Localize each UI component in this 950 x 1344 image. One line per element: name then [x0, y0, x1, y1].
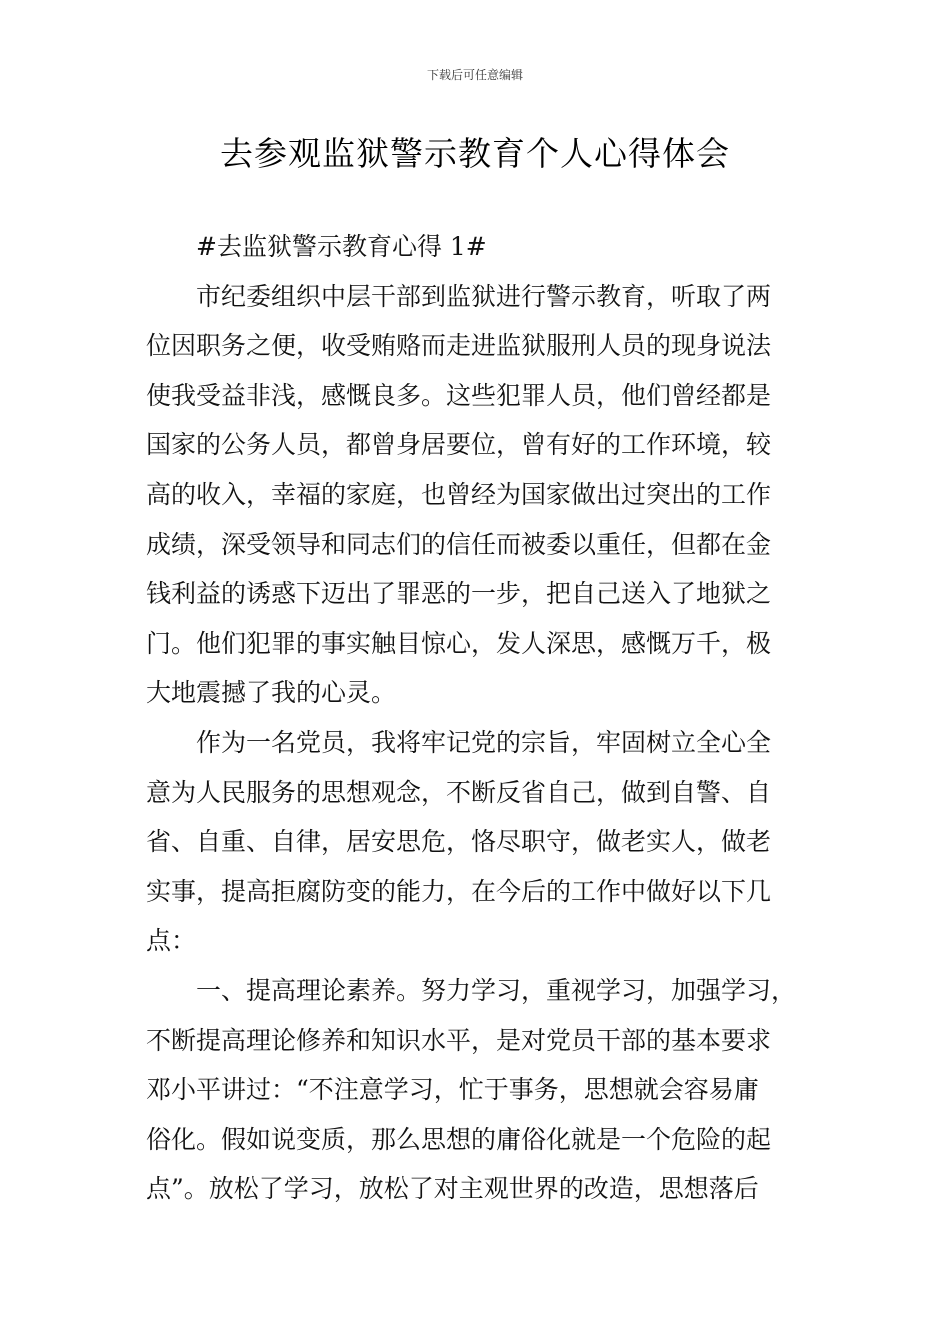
paragraph-1 [146, 222, 826, 272]
text-line: 实事，提高拒腐防变的能力，在今后的工作中做好以下几 [146, 876, 772, 906]
text-line: 高的收入，幸福的家庭，也曾经为国家做出过突出的工作 [146, 479, 772, 509]
text-line: 作为一名党员，我将牢记党的宗旨，牢固树立全心全 [196, 727, 772, 757]
text-line: 点： [146, 926, 197, 956]
text-line: 钱利益的诱惑下迈出了罪恶的一步，把自己送入了地狱之 [146, 579, 772, 609]
text-line: 邓小平讲过：“不注意学习，忙于事务，思想就会容易庸 [146, 1075, 759, 1105]
paragraph-2 [146, 272, 826, 718]
text-line: 国家的公务人员，都曾身居要位，曾有好的工作环境，较 [146, 430, 772, 460]
text-line: 大地震撼了我的心灵。 [146, 678, 397, 708]
text-line: 市纪委组织中层干部到监狱进行警示教育，听取了两 [196, 281, 772, 311]
text-line: 省、自重、自律，居安思危，恪尽职守，做老实人，做老 [146, 827, 772, 857]
page-header: 下载后可任意编辑 [426, 68, 523, 82]
text-line: 成绩，深受领导和同志们的信任而被委以重任，但都在金 [146, 529, 772, 559]
document-body [146, 222, 826, 1214]
text-line: 不断提高理论修养和知识水平，是对党员干部的基本要求 [146, 1025, 772, 1055]
text-line: 点”。放松了学习，放松了对主观世界的改造，思想落后 [146, 1174, 759, 1204]
paragraph-4 [146, 966, 826, 1214]
text-line: 门。他们犯罪的事实触目惊心，发人深思，感慨万千，极 [146, 628, 772, 658]
document-title: 去参观监狱警示教育个人心得体会 [220, 134, 730, 173]
text-line: 使我受益非浅，感慨良多。这些犯罪人员，他们曾经都是 [146, 380, 772, 410]
section-heading: #去监狱警示教育心得 1# [196, 232, 487, 261]
text-line: 位因职务之便，收受贿赂而走进监狱服刑人员的现身说法 [146, 331, 772, 361]
text-line: 俗化。假如说变质，那么思想的庸俗化就是一个危险的起 [146, 1124, 772, 1154]
text-line: 一、提高理论素养。努力学习，重视学习，加强学习， [196, 975, 797, 1005]
paragraph-3 [146, 718, 826, 966]
text-line: 意为人民服务的思想观念，不断反省自己，做到自警、自 [146, 777, 772, 807]
